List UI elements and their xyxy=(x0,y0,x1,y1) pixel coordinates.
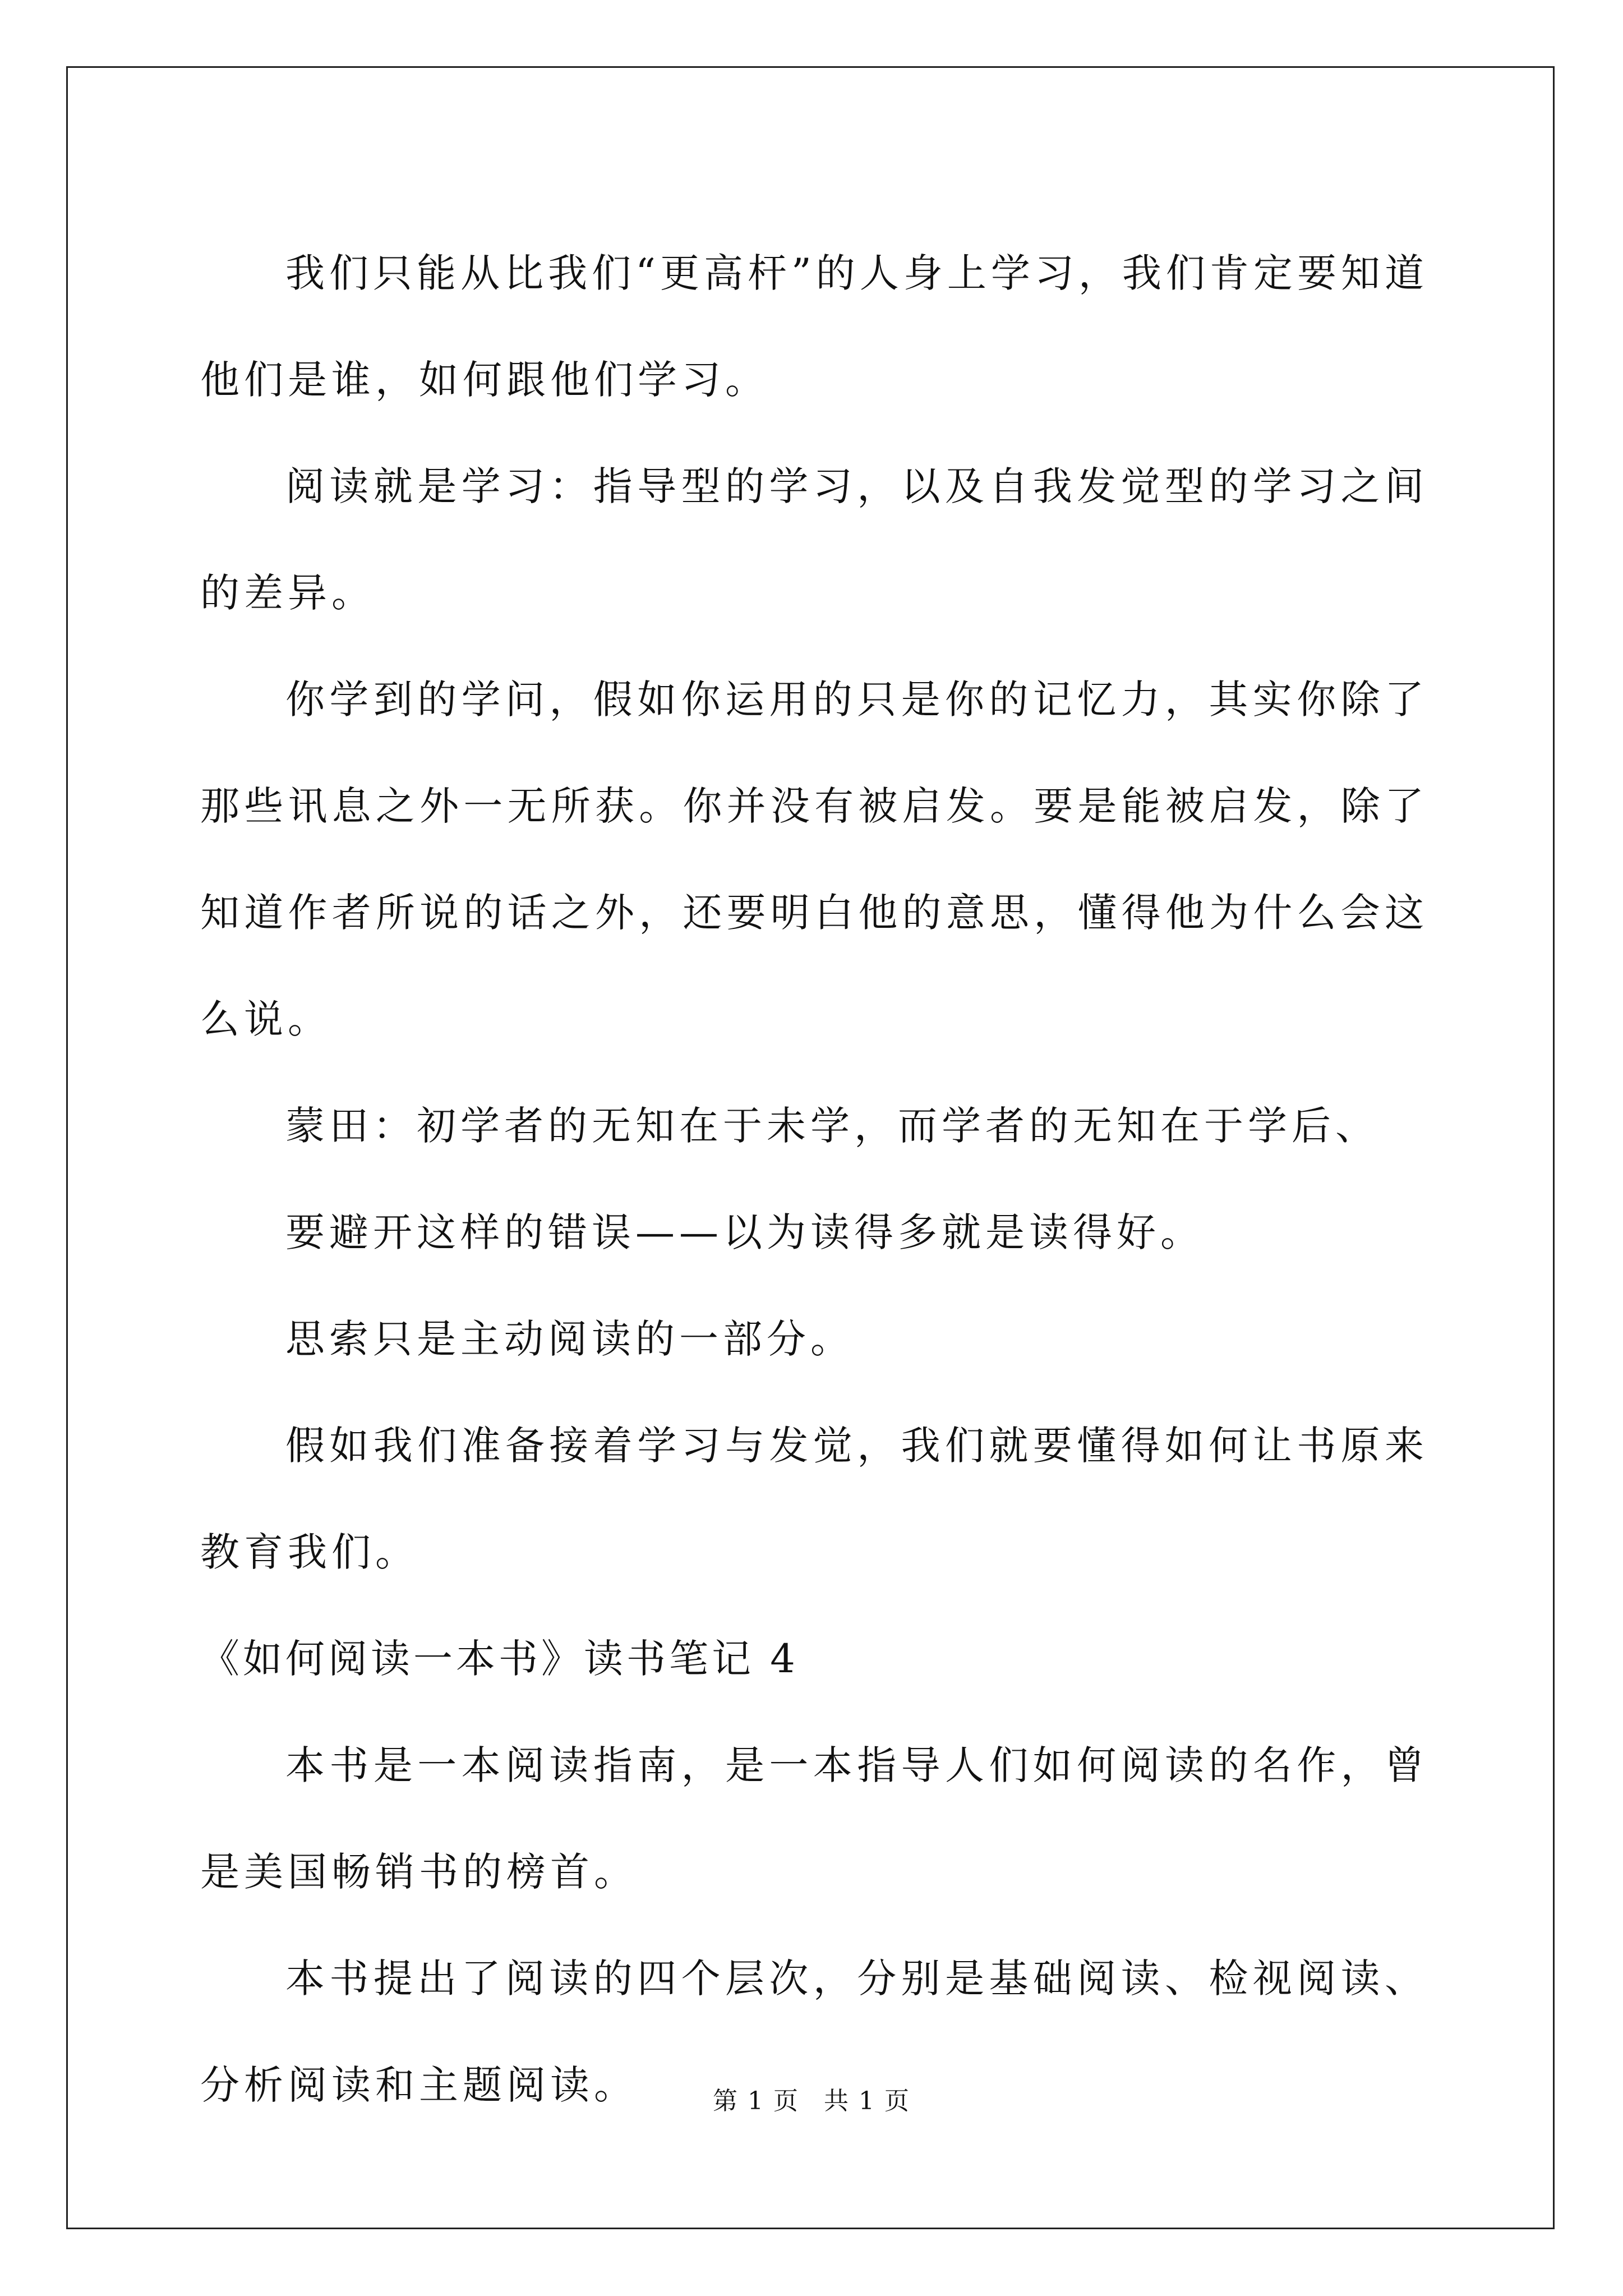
paragraph-4: 蒙田：初学者的无知在于未学，而学者的无知在于学后、 xyxy=(285,1103,1379,1149)
paragraph-7: 假如我们准备接着学习与发觉，我们就要懂得如何让书原来教育我们。 xyxy=(200,1423,1428,1575)
paragraph-9: 本书提出了阅读的四个层次，分别是基础阅读、检视阅读、分析阅读和主题阅读。 xyxy=(200,1955,1428,2108)
paragraph-1: 我们只能从比我们“更高杆”的人身上学习，我们肯定要知道他们是谁，如何跟他们学习。 xyxy=(200,250,1428,403)
paragraph-6: 思索只是主动阅读的一部分。 xyxy=(285,1316,854,1362)
paragraph-8: 本书是一本阅读指南，是一本指导人们如何阅读的名作，曾是美国畅销书的榜首。 xyxy=(200,1742,1428,1895)
document-body xyxy=(200,220,1428,2138)
page-footer xyxy=(0,2085,1623,2118)
page-number: 第 1 页 xyxy=(713,2087,799,2115)
paragraph-5: 要避开这样的错误——以为读得多就是读得好。 xyxy=(285,1209,1204,1255)
paragraph-3: 你学到的学问，假如你运用的只是你的记忆力，其实你除了那些讯息之外一无所获。你并没有被启发。要是能被启发，除了知道作者所说的话之外，还要明白他的意思，懂得他为什么会这么说。 xyxy=(200,677,1428,1042)
page-total: 共 1 页 xyxy=(824,2087,910,2115)
paragraph-2: 阅读就是学习：指导型的学习，以及自我发觉型的学习之间的差异。 xyxy=(200,463,1428,616)
section-heading: 《如何阅读一本书》读书笔记 4 xyxy=(200,1636,799,1682)
